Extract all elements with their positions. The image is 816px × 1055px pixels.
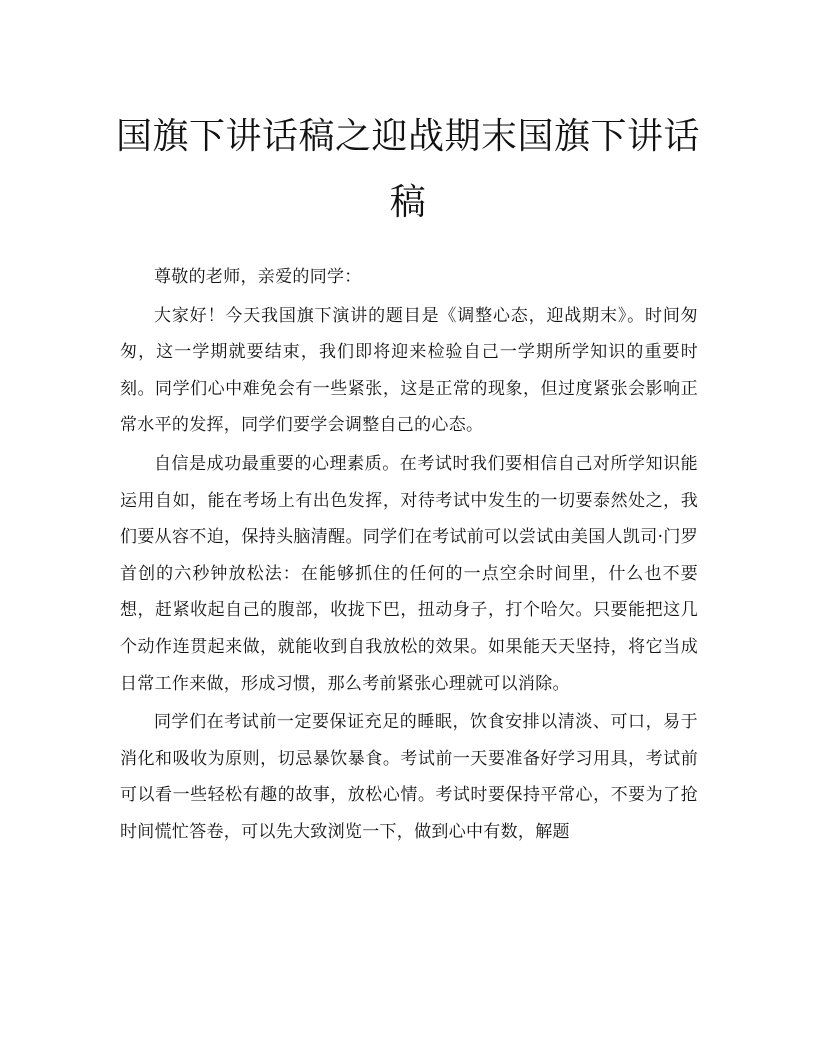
body-paragraph: 同学们在考试前一定要保证充足的睡眠，饮食安排以清淡、可口，易于消化和吸收为原则，切忌暴饮暴食。考试前一天要准备好学习用具，考试前可以看一些轻松有趣的故事，放松心情。考试时要保持平常心，不要为了抢时间慌忙答卷，可以先大致浏览一下，做到心中有数，解题 bbox=[120, 712, 698, 842]
salutation-paragraph: 尊敬的老师，亲爱的同学： bbox=[154, 267, 362, 287]
document-title: 国旗下讲话稿之迎战期末国旗下讲话稿 bbox=[115, 116, 700, 223]
document-body bbox=[120, 259, 698, 853]
body-paragraph: 自信是成功最重要的心理素质。在考试时我们要相信自己对所学知识能运用自如，能在考场上有出色发挥，对待考试中发生的一切要泰然处之，我们要从容不迫，保持头脑清醒。同学们在考试前可以尝试由美国人凯司·门罗首创的六秒钟放松法：在能够抓住的任何的一点空余时间里，什么也不要想，赶紧收起自己的腹部，收拢下巴，扭动身子，打个哈欠。只要能把这几个动作连贯起来做，就能收到自我放松的效果。如果能天天坚持，将它当成日常工作来做，形成习惯，那么考前紧张心理就可以消除。 bbox=[120, 453, 698, 694]
body-paragraph: 大家好！今天我国旗下演讲的题目是《调整心态，迎战期末》。时间匆匆，这一学期就要结束，我们即将迎来检验自己一学期所学知识的重要时刻。同学们心中难免会有一些紧张，这是正常的现象，但过度紧张会影响正常水平的发挥，同学们要学会调整自己的心态。 bbox=[120, 305, 698, 436]
